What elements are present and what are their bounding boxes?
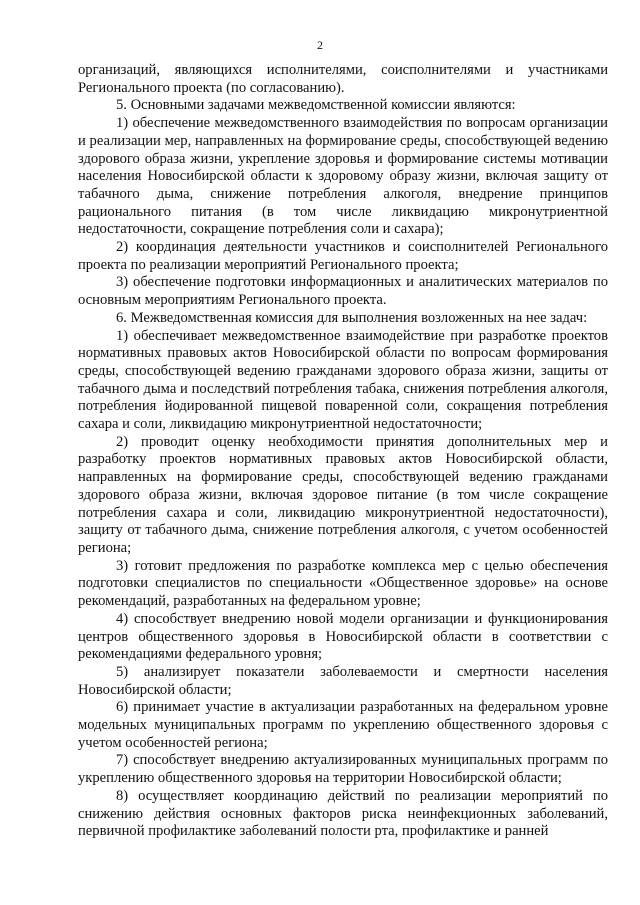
paragraph-function-4: 4) способствует внедрению новой модели организации и функционирования центров общественного здоровья в Новосибирской области в соответствии с рекомендациями федерального уровня; <box>78 610 608 663</box>
paragraph-task-1: 1) обеспечение межведомственного взаимодействия по вопросам организации и реализации мер, направленных на формирование среды, способствующей ведению здорового образа жизни, укрепление здоровья и формирование системы мотивации населения Новосибирской области к здоровому образу жизни, включая защиту от табачного дыма, снижение потребления алкоголя, внедрение принципов рационального питания (в том числе ликвидацию микронутриентной недостаточности, сокращение потребления соли и сахара); <box>78 115 608 238</box>
document-body <box>78 62 608 841</box>
paragraph-section-6-heading: 6. Межведомственная комиссия для выполнения возложенных на нее задач: <box>116 309 588 326</box>
paragraph-section-5-heading: 5. Основными задачами межведомственной комиссии являются: <box>116 97 516 114</box>
paragraph-continuation: организаций, являющихся исполнителями, соисполнителями и участниками Регионального проекта (по согласованию). <box>78 62 608 96</box>
paragraph-function-2: 2) проводит оценку необходимости принятия дополнительных мер и разработку проектов нормативных правовых актов Новосибирской области, направленных на формирование среды, способствующей ведению гражданами здорового образа жизни, включая здоровое питание (в том числе сокращение потребления сахара и соли, ликвидацию микронутриентной недостаточности), защиту от табачного дыма, снижение потребления алкоголя, с учетом особенностей региона; <box>78 433 608 556</box>
paragraph-function-1: 1) обеспечивает межведомственное взаимодействие при разработке проектов нормативных правовых актов Новосибирской области по вопросам формирования среды, способствующей ведению гражданами здорового образа жизни, защиты от табачного дыма и последствий потребления табака, снижения потребления алкоголя, потребления йодированной пищевой поваренной соли, сокращения потребления сахара и соли, ликвидацию микронутриентной недостаточности; <box>78 327 608 433</box>
paragraph-task-3: 3) обеспечение подготовки информационных и аналитических материалов по основным мероприятиям Регионального проекта. <box>78 274 608 309</box>
paragraph-task-2: 2) координация деятельности участников и соисполнителей Регионального проекта по реализации мероприятий Регионального проекта; <box>78 239 608 273</box>
paragraph-function-3: 3) готовит предложения по разработке комплекса мер с целью обеспечения подготовки специалистов по специальности «Общественное здоровье» на основе рекомендаций, разработанных на федеральном уровне; <box>78 557 608 610</box>
paragraph-function-8: 8) осуществляет координацию действий по реализации мероприятий по снижению действия основных факторов риска неинфекционных заболеваний, первичной профилактике заболеваний полости рта, профилактике и ранней <box>78 787 608 840</box>
paragraph-function-7: 7) способствует внедрению актуализированных муниципальных программ по укреплению общественного здоровья на территории Новосибирской области; <box>78 752 608 787</box>
paragraph-function-5: 5) анализирует показатели заболеваемости и смертности населения Новосибирской области; <box>78 663 608 698</box>
page-number: 2 <box>317 38 323 52</box>
paragraph-function-6: 6) принимает участие в актуализации разработанных на федеральном уровне модельных муниципальных программ по укреплению общественного здоровья с учетом особенностей региона; <box>78 699 608 751</box>
